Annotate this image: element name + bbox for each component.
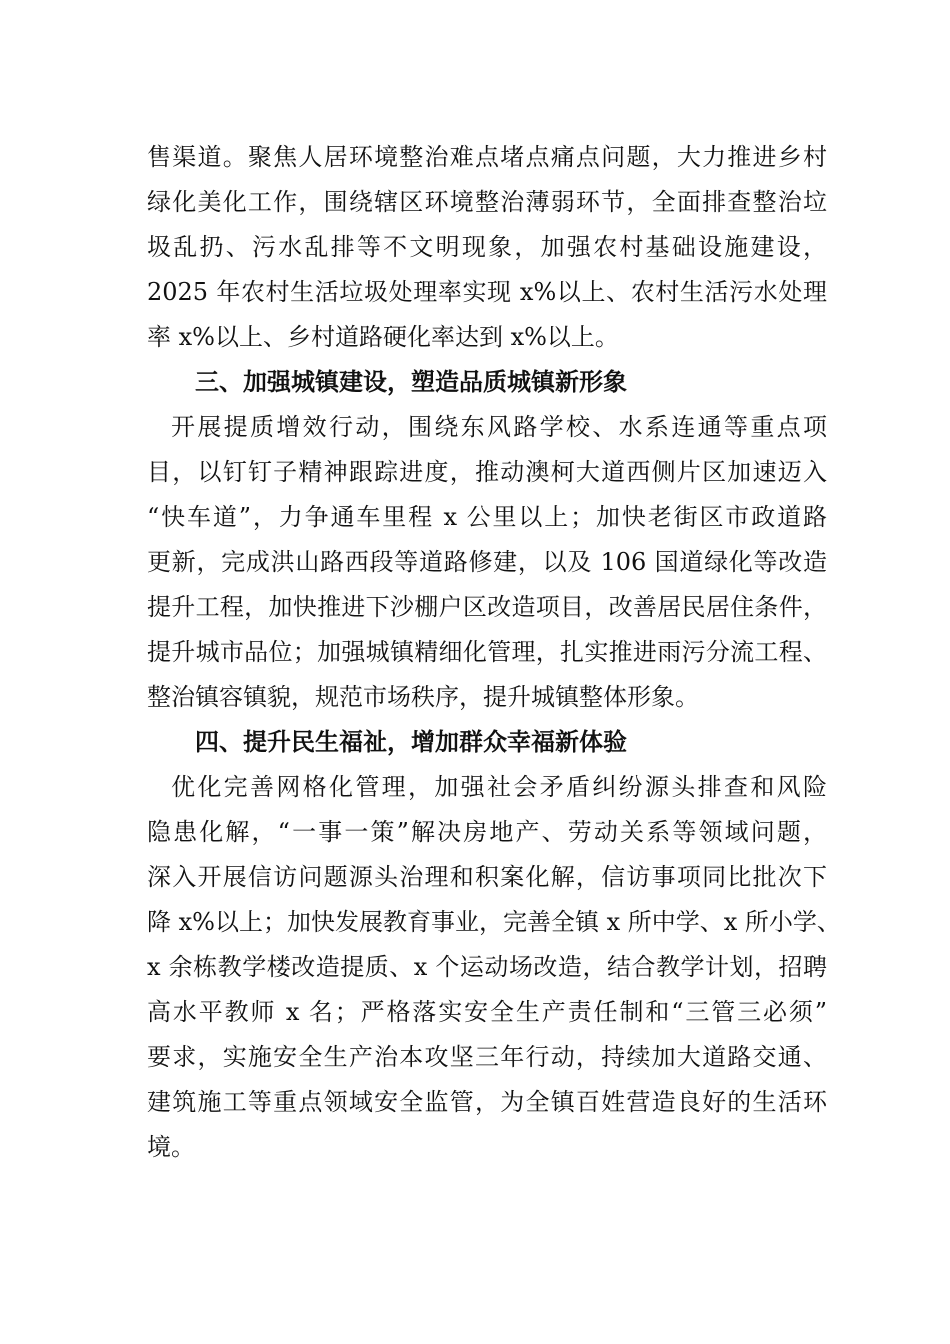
- body-text-line: 提升工程，加快推进下沙棚户区改造项目，改善居民居住条件，: [147, 593, 827, 621]
- body-text-line: 要求，实施安全生产治本攻坚三年行动，持续加大道路交通、: [147, 1043, 827, 1071]
- body-text-line: 境。: [147, 1133, 195, 1161]
- body-text-line: 目，以钉钉子精神跟踪进度，推动澳柯大道西侧片区加速迈入: [147, 458, 827, 486]
- body-text-line: 隐患化解，“一事一策”解决房地产、劳动关系等领域问题，: [147, 818, 827, 846]
- body-text-line: 优化完善网格化管理，加强社会矛盾纠纷源头排查和风险: [171, 773, 827, 801]
- body-text-line: 更新，完成洪山路西段等道路修建，以及 106 国道绿化等改造: [147, 548, 827, 576]
- body-text-line: 降 x%以上；加快发展教育事业，完善全镇 x 所中学、x 所小学、: [147, 908, 841, 936]
- body-text-line: 提升城市品位；加强城镇精细化管理，扎实推进雨污分流工程、: [147, 638, 827, 666]
- section-heading: 四、提升民生福祉，增加群众幸福新体验: [195, 728, 627, 756]
- body-text-line: 绿化美化工作，围绕辖区环境整治薄弱环节，全面排查整治垃: [147, 188, 827, 216]
- body-text-line: 圾乱扔、污水乱排等不文明现象，加强农村基础设施建设，: [147, 233, 827, 261]
- body-text-line: 深入开展信访问题源头治理和积案化解，信访事项同比批次下: [147, 863, 827, 891]
- body-text-line: 2025 年农村生活垃圾处理率实现 x%以上、农村生活污水处理: [147, 278, 827, 306]
- body-text-line: 率 x%以上、乡村道路硬化率达到 x%以上。: [147, 323, 619, 351]
- section-heading: 三、加强城镇建设，塑造品质城镇新形象: [195, 368, 627, 396]
- body-text-line: x 余栋教学楼改造提质、x 个运动场改造，结合教学计划，招聘: [147, 953, 827, 981]
- body-text-line: 售渠道。聚焦人居环境整治难点堵点痛点问题，大力推进乡村: [147, 143, 827, 171]
- body-text-line: 整治镇容镇貌，规范市场秩序，提升城镇整体形象。: [147, 683, 699, 711]
- body-text-line: 开展提质增效行动，围绕东风路学校、水系连通等重点项: [171, 413, 827, 441]
- body-text-line: “快车道”，力争通车里程 x 公里以上；加快老街区市政道路: [147, 503, 827, 531]
- body-text-line: 建筑施工等重点领域安全监管，为全镇百姓营造良好的生活环: [147, 1088, 827, 1116]
- body-text-line: 高水平教师 x 名；严格落实安全生产责任制和“三管三必须”: [147, 998, 827, 1026]
